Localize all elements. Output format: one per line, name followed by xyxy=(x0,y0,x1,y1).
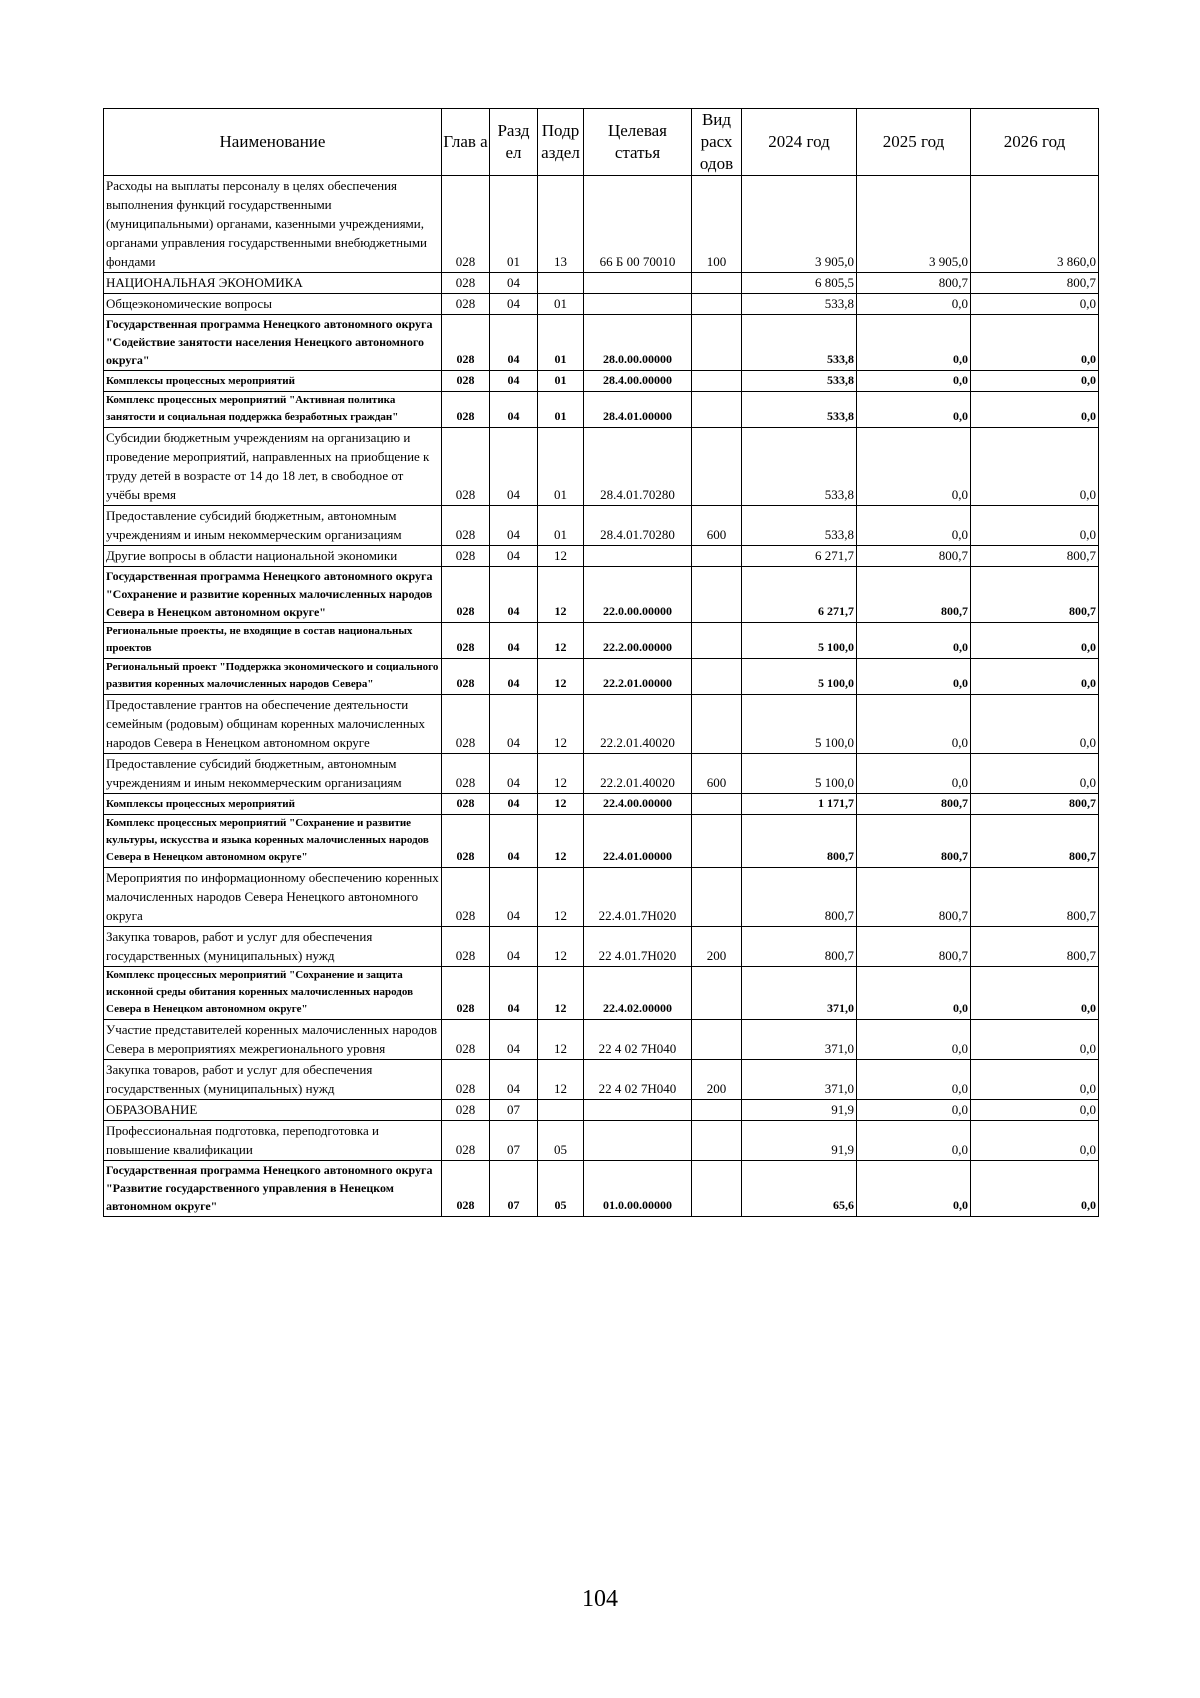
page-number: 104 xyxy=(582,1586,618,1612)
row-chapter: 028 xyxy=(442,546,490,567)
row-target-article xyxy=(584,1121,692,1161)
row-section: 04 xyxy=(490,623,538,659)
row-amount-2025: 800,7 xyxy=(857,546,971,567)
table-row xyxy=(104,392,1099,428)
row-expense-type xyxy=(692,546,742,567)
row-amount-2025: 800,7 xyxy=(857,273,971,294)
row-expense-type xyxy=(692,623,742,659)
row-chapter: 028 xyxy=(442,754,490,794)
row-amount-2025: 0,0 xyxy=(857,428,971,506)
row-expense-type xyxy=(692,868,742,927)
row-expense-type xyxy=(692,567,742,623)
row-subsection: 12 xyxy=(538,695,584,754)
row-subsection: 12 xyxy=(538,546,584,567)
row-amount-2026: 0,0 xyxy=(971,659,1099,695)
row-section: 07 xyxy=(490,1121,538,1161)
row-name: Комплекс процессных мероприятий "Активная политика занятости и социальная поддержка безработных граждан" xyxy=(104,392,442,428)
row-amount-2026: 0,0 xyxy=(971,1100,1099,1121)
table-row xyxy=(104,428,1099,506)
row-amount-2024: 800,7 xyxy=(742,868,857,927)
row-name: Комплекс процессных мероприятий "Сохранение и защита исконной среды обитания коренных малочисленных народов Севера в Ненецком автономном округе" xyxy=(104,967,442,1020)
row-chapter: 028 xyxy=(442,567,490,623)
row-amount-2025: 0,0 xyxy=(857,623,971,659)
row-target-article: 22 4.01.7Н020 xyxy=(584,927,692,967)
row-amount-2026: 800,7 xyxy=(971,567,1099,623)
row-name: Закупка товаров, работ и услуг для обеспечения государственных (муниципальных) нужд xyxy=(104,927,442,967)
row-subsection: 12 xyxy=(538,754,584,794)
row-amount-2024: 533,8 xyxy=(742,371,857,392)
row-amount-2024: 533,8 xyxy=(742,506,857,546)
row-amount-2026: 0,0 xyxy=(971,623,1099,659)
header-target-article: Целевая статья xyxy=(584,109,692,176)
table-row xyxy=(104,794,1099,815)
row-name: Комплексы процессных мероприятий xyxy=(104,371,442,392)
row-section: 04 xyxy=(490,794,538,815)
header-section: Разд ел xyxy=(490,109,538,176)
row-target-article: 22.4.02.00000 xyxy=(584,967,692,1020)
row-name: Расходы на выплаты персоналу в целях обеспечения выполнения функций государственными (муниципальными) органами, казенными учреждениями, органами управления государственными внебюджетными фондами xyxy=(104,176,442,273)
row-section: 04 xyxy=(490,1020,538,1060)
row-amount-2025: 800,7 xyxy=(857,567,971,623)
row-section: 04 xyxy=(490,294,538,315)
row-amount-2026: 0,0 xyxy=(971,1020,1099,1060)
row-expense-type xyxy=(692,428,742,506)
row-chapter: 028 xyxy=(442,506,490,546)
row-amount-2026: 800,7 xyxy=(971,273,1099,294)
row-amount-2024: 5 100,0 xyxy=(742,659,857,695)
row-amount-2025: 0,0 xyxy=(857,659,971,695)
table-row xyxy=(104,623,1099,659)
row-chapter: 028 xyxy=(442,1100,490,1121)
row-section: 04 xyxy=(490,967,538,1020)
header-row xyxy=(104,109,1099,176)
row-amount-2025: 3 905,0 xyxy=(857,176,971,273)
row-target-article: 22.2.00.00000 xyxy=(584,623,692,659)
row-name: Профессиональная подготовка, переподготовка и повышение квалификации xyxy=(104,1121,442,1161)
row-chapter: 028 xyxy=(442,927,490,967)
row-subsection: 12 xyxy=(538,567,584,623)
row-section: 04 xyxy=(490,273,538,294)
header-chapter: Глав а xyxy=(442,109,490,176)
table-row xyxy=(104,1100,1099,1121)
table-row xyxy=(104,371,1099,392)
row-name: Участие представителей коренных малочисленных народов Севера в мероприятиях межрегионального уровня xyxy=(104,1020,442,1060)
table-row xyxy=(104,546,1099,567)
row-amount-2024: 533,8 xyxy=(742,294,857,315)
row-chapter: 028 xyxy=(442,695,490,754)
table-row xyxy=(104,1121,1099,1161)
row-amount-2024: 65,6 xyxy=(742,1161,857,1217)
row-target-article xyxy=(584,273,692,294)
row-chapter: 028 xyxy=(442,315,490,371)
row-subsection: 01 xyxy=(538,315,584,371)
header-year-2025: 2025 год xyxy=(857,109,971,176)
row-target-article xyxy=(584,546,692,567)
row-amount-2025: 0,0 xyxy=(857,1161,971,1217)
row-amount-2026: 0,0 xyxy=(971,315,1099,371)
row-amount-2025: 0,0 xyxy=(857,506,971,546)
row-amount-2025: 0,0 xyxy=(857,392,971,428)
row-amount-2025: 0,0 xyxy=(857,294,971,315)
row-amount-2024: 5 100,0 xyxy=(742,695,857,754)
row-amount-2026: 0,0 xyxy=(971,392,1099,428)
row-expense-type xyxy=(692,392,742,428)
row-section: 04 xyxy=(490,371,538,392)
row-expense-type xyxy=(692,294,742,315)
row-target-article: 66 Б 00 70010 xyxy=(584,176,692,273)
row-amount-2026: 0,0 xyxy=(971,967,1099,1020)
row-section: 01 xyxy=(490,176,538,273)
row-subsection: 01 xyxy=(538,428,584,506)
row-expense-type xyxy=(692,815,742,868)
row-chapter: 028 xyxy=(442,967,490,1020)
row-target-article: 22.4.00.00000 xyxy=(584,794,692,815)
budget-table xyxy=(103,108,1099,1217)
table-row xyxy=(104,927,1099,967)
row-expense-type xyxy=(692,1020,742,1060)
row-amount-2024: 1 171,7 xyxy=(742,794,857,815)
row-target-article: 22.2.01.40020 xyxy=(584,754,692,794)
row-subsection xyxy=(538,273,584,294)
row-amount-2024: 533,8 xyxy=(742,315,857,371)
row-expense-type xyxy=(692,695,742,754)
row-amount-2024: 371,0 xyxy=(742,1060,857,1100)
table-row xyxy=(104,567,1099,623)
row-amount-2026: 0,0 xyxy=(971,695,1099,754)
row-section: 04 xyxy=(490,506,538,546)
row-subsection: 12 xyxy=(538,1020,584,1060)
row-name: Закупка товаров, работ и услуг для обеспечения государственных (муниципальных) нужд xyxy=(104,1060,442,1100)
row-name: Региональные проекты, не входящие в состав национальных проектов xyxy=(104,623,442,659)
row-section: 04 xyxy=(490,567,538,623)
row-name: Общеэкономические вопросы xyxy=(104,294,442,315)
row-target-article: 22.2.01.40020 xyxy=(584,695,692,754)
row-amount-2026: 800,7 xyxy=(971,868,1099,927)
row-amount-2024: 5 100,0 xyxy=(742,623,857,659)
row-amount-2025: 0,0 xyxy=(857,1100,971,1121)
table-row xyxy=(104,1060,1099,1100)
row-section: 04 xyxy=(490,546,538,567)
row-section: 04 xyxy=(490,754,538,794)
row-target-article: 28.4.00.00000 xyxy=(584,371,692,392)
row-amount-2025: 0,0 xyxy=(857,1121,971,1161)
row-target-article: 22 4 02 7Н040 xyxy=(584,1020,692,1060)
row-chapter: 028 xyxy=(442,1121,490,1161)
table-row xyxy=(104,695,1099,754)
row-expense-type xyxy=(692,967,742,1020)
row-amount-2024: 371,0 xyxy=(742,1020,857,1060)
row-chapter: 028 xyxy=(442,794,490,815)
row-amount-2025: 0,0 xyxy=(857,967,971,1020)
row-amount-2025: 0,0 xyxy=(857,754,971,794)
row-chapter: 028 xyxy=(442,1060,490,1100)
row-expense-type xyxy=(692,315,742,371)
row-chapter: 028 xyxy=(442,176,490,273)
header-name: Наименование xyxy=(104,109,442,176)
row-amount-2026: 0,0 xyxy=(971,1161,1099,1217)
row-amount-2026: 0,0 xyxy=(971,1060,1099,1100)
row-name: Государственная программа Ненецкого автономного округа "Содействие занятости населения Ненецкого автономного округа" xyxy=(104,315,442,371)
row-subsection: 12 xyxy=(538,927,584,967)
row-chapter: 028 xyxy=(442,371,490,392)
row-section: 04 xyxy=(490,927,538,967)
row-name: Предоставление субсидий бюджетным, автономным учреждениям и иным некоммерческим организациям xyxy=(104,754,442,794)
row-subsection: 12 xyxy=(538,1060,584,1100)
row-name: Предоставление грантов на обеспечение деятельности семейным (родовым) общинам коренных малочисленных народов Севера в Ненецком автономном округе xyxy=(104,695,442,754)
row-target-article: 28.4.01.00000 xyxy=(584,392,692,428)
header-expense-type: Вид расх одов xyxy=(692,109,742,176)
row-expense-type: 200 xyxy=(692,927,742,967)
table-row xyxy=(104,754,1099,794)
row-amount-2024: 800,7 xyxy=(742,815,857,868)
row-amount-2025: 0,0 xyxy=(857,695,971,754)
row-chapter: 028 xyxy=(442,392,490,428)
row-chapter: 028 xyxy=(442,623,490,659)
row-chapter: 028 xyxy=(442,659,490,695)
row-section: 04 xyxy=(490,868,538,927)
row-subsection: 12 xyxy=(538,659,584,695)
row-name: Предоставление субсидий бюджетным, автономным учреждениям и иным некоммерческим организациям xyxy=(104,506,442,546)
row-chapter: 028 xyxy=(442,294,490,315)
row-subsection: 13 xyxy=(538,176,584,273)
row-subsection: 12 xyxy=(538,623,584,659)
row-expense-type xyxy=(692,659,742,695)
row-subsection: 12 xyxy=(538,815,584,868)
row-amount-2025: 800,7 xyxy=(857,868,971,927)
row-subsection: 05 xyxy=(538,1161,584,1217)
row-amount-2024: 3 905,0 xyxy=(742,176,857,273)
row-target-article: 01.0.00.00000 xyxy=(584,1161,692,1217)
row-expense-type xyxy=(692,794,742,815)
row-target-article: 22.4.01.7Н020 xyxy=(584,868,692,927)
row-amount-2024: 371,0 xyxy=(742,967,857,1020)
row-subsection xyxy=(538,1100,584,1121)
row-section: 07 xyxy=(490,1161,538,1217)
row-subsection: 01 xyxy=(538,371,584,392)
row-target-article xyxy=(584,294,692,315)
row-chapter: 028 xyxy=(442,273,490,294)
row-target-article xyxy=(584,1100,692,1121)
row-amount-2026: 800,7 xyxy=(971,927,1099,967)
row-amount-2025: 0,0 xyxy=(857,371,971,392)
row-name: Субсидии бюджетным учреждениям на организацию и проведение мероприятий, направленных на приобщение к труду детей в возрасте от 14 до 18 лет, в свободное от учёбы время xyxy=(104,428,442,506)
row-name: НАЦИОНАЛЬНАЯ ЭКОНОМИКА xyxy=(104,273,442,294)
row-amount-2026: 0,0 xyxy=(971,428,1099,506)
row-amount-2026: 800,7 xyxy=(971,546,1099,567)
table-row xyxy=(104,659,1099,695)
row-section: 04 xyxy=(490,695,538,754)
row-subsection: 12 xyxy=(538,868,584,927)
row-amount-2025: 0,0 xyxy=(857,1020,971,1060)
row-subsection: 01 xyxy=(538,392,584,428)
row-expense-type xyxy=(692,371,742,392)
row-subsection: 12 xyxy=(538,794,584,815)
row-subsection: 01 xyxy=(538,294,584,315)
row-name: ОБРАЗОВАНИЕ xyxy=(104,1100,442,1121)
row-section: 07 xyxy=(490,1100,538,1121)
row-amount-2026: 0,0 xyxy=(971,1121,1099,1161)
row-amount-2026: 0,0 xyxy=(971,506,1099,546)
row-amount-2026: 3 860,0 xyxy=(971,176,1099,273)
row-name: Мероприятия по информационному обеспечению коренных малочисленных народов Севера Ненецкого автономного округа xyxy=(104,868,442,927)
table-row xyxy=(104,294,1099,315)
row-amount-2025: 800,7 xyxy=(857,815,971,868)
row-chapter: 028 xyxy=(442,1020,490,1060)
row-target-article: 28.0.00.00000 xyxy=(584,315,692,371)
row-chapter: 028 xyxy=(442,1161,490,1217)
row-section: 04 xyxy=(490,659,538,695)
table-row xyxy=(104,315,1099,371)
table-row xyxy=(104,868,1099,927)
row-expense-type xyxy=(692,1121,742,1161)
row-subsection: 01 xyxy=(538,506,584,546)
row-name: Государственная программа Ненецкого автономного округа "Развитие государственного управления в Ненецком автономном округе" xyxy=(104,1161,442,1217)
row-expense-type xyxy=(692,273,742,294)
row-subsection: 12 xyxy=(538,967,584,1020)
row-section: 04 xyxy=(490,315,538,371)
row-chapter: 028 xyxy=(442,428,490,506)
row-amount-2026: 800,7 xyxy=(971,815,1099,868)
row-target-article: 28.4.01.70280 xyxy=(584,506,692,546)
row-amount-2024: 533,8 xyxy=(742,428,857,506)
row-target-article: 22.4.01.00000 xyxy=(584,815,692,868)
row-target-article: 22.0.00.00000 xyxy=(584,567,692,623)
row-target-article: 22.2.01.00000 xyxy=(584,659,692,695)
row-amount-2024: 6 271,7 xyxy=(742,546,857,567)
table-row xyxy=(104,506,1099,546)
row-amount-2025: 0,0 xyxy=(857,1060,971,1100)
row-amount-2026: 0,0 xyxy=(971,754,1099,794)
row-amount-2024: 6 271,7 xyxy=(742,567,857,623)
row-chapter: 028 xyxy=(442,868,490,927)
row-subsection: 05 xyxy=(538,1121,584,1161)
table-row xyxy=(104,273,1099,294)
row-amount-2024: 800,7 xyxy=(742,927,857,967)
row-expense-type: 600 xyxy=(692,506,742,546)
row-target-article: 22 4 02 7Н040 xyxy=(584,1060,692,1100)
row-amount-2024: 5 100,0 xyxy=(742,754,857,794)
header-year-2024: 2024 год xyxy=(742,109,857,176)
table-row xyxy=(104,815,1099,868)
row-expense-type: 600 xyxy=(692,754,742,794)
row-name: Государственная программа Ненецкого автономного округа "Сохранение и развитие коренных малочисленных народов Севера в Ненецком автономном округе" xyxy=(104,567,442,623)
table-row xyxy=(104,1161,1099,1217)
table-row xyxy=(104,1020,1099,1060)
row-amount-2025: 0,0 xyxy=(857,315,971,371)
row-name: Комплекс процессных мероприятий "Сохранение и развитие культуры, искусства и языка коренных малочисленных народов Севера в Ненецком автономном округе" xyxy=(104,815,442,868)
row-section: 04 xyxy=(490,815,538,868)
row-amount-2026: 0,0 xyxy=(971,371,1099,392)
header-year-2026: 2026 год xyxy=(971,109,1099,176)
row-amount-2024: 91,9 xyxy=(742,1121,857,1161)
row-amount-2024: 91,9 xyxy=(742,1100,857,1121)
row-expense-type: 100 xyxy=(692,176,742,273)
row-expense-type xyxy=(692,1161,742,1217)
row-amount-2024: 533,8 xyxy=(742,392,857,428)
row-name: Комплексы процессных мероприятий xyxy=(104,794,442,815)
row-chapter: 028 xyxy=(442,815,490,868)
header-subsection: Подр аздел xyxy=(538,109,584,176)
row-name: Другие вопросы в области национальной экономики xyxy=(104,546,442,567)
table-row xyxy=(104,176,1099,273)
row-expense-type: 200 xyxy=(692,1060,742,1100)
row-section: 04 xyxy=(490,428,538,506)
row-target-article: 28.4.01.70280 xyxy=(584,428,692,506)
row-amount-2026: 800,7 xyxy=(971,794,1099,815)
row-amount-2025: 800,7 xyxy=(857,794,971,815)
row-section: 04 xyxy=(490,1060,538,1100)
table-row xyxy=(104,967,1099,1020)
row-section: 04 xyxy=(490,392,538,428)
row-amount-2025: 800,7 xyxy=(857,927,971,967)
row-amount-2026: 0,0 xyxy=(971,294,1099,315)
row-amount-2024: 6 805,5 xyxy=(742,273,857,294)
row-name: Региональный проект "Поддержка экономического и социального развития коренных малочисленных народов Севера" xyxy=(104,659,442,695)
row-expense-type xyxy=(692,1100,742,1121)
